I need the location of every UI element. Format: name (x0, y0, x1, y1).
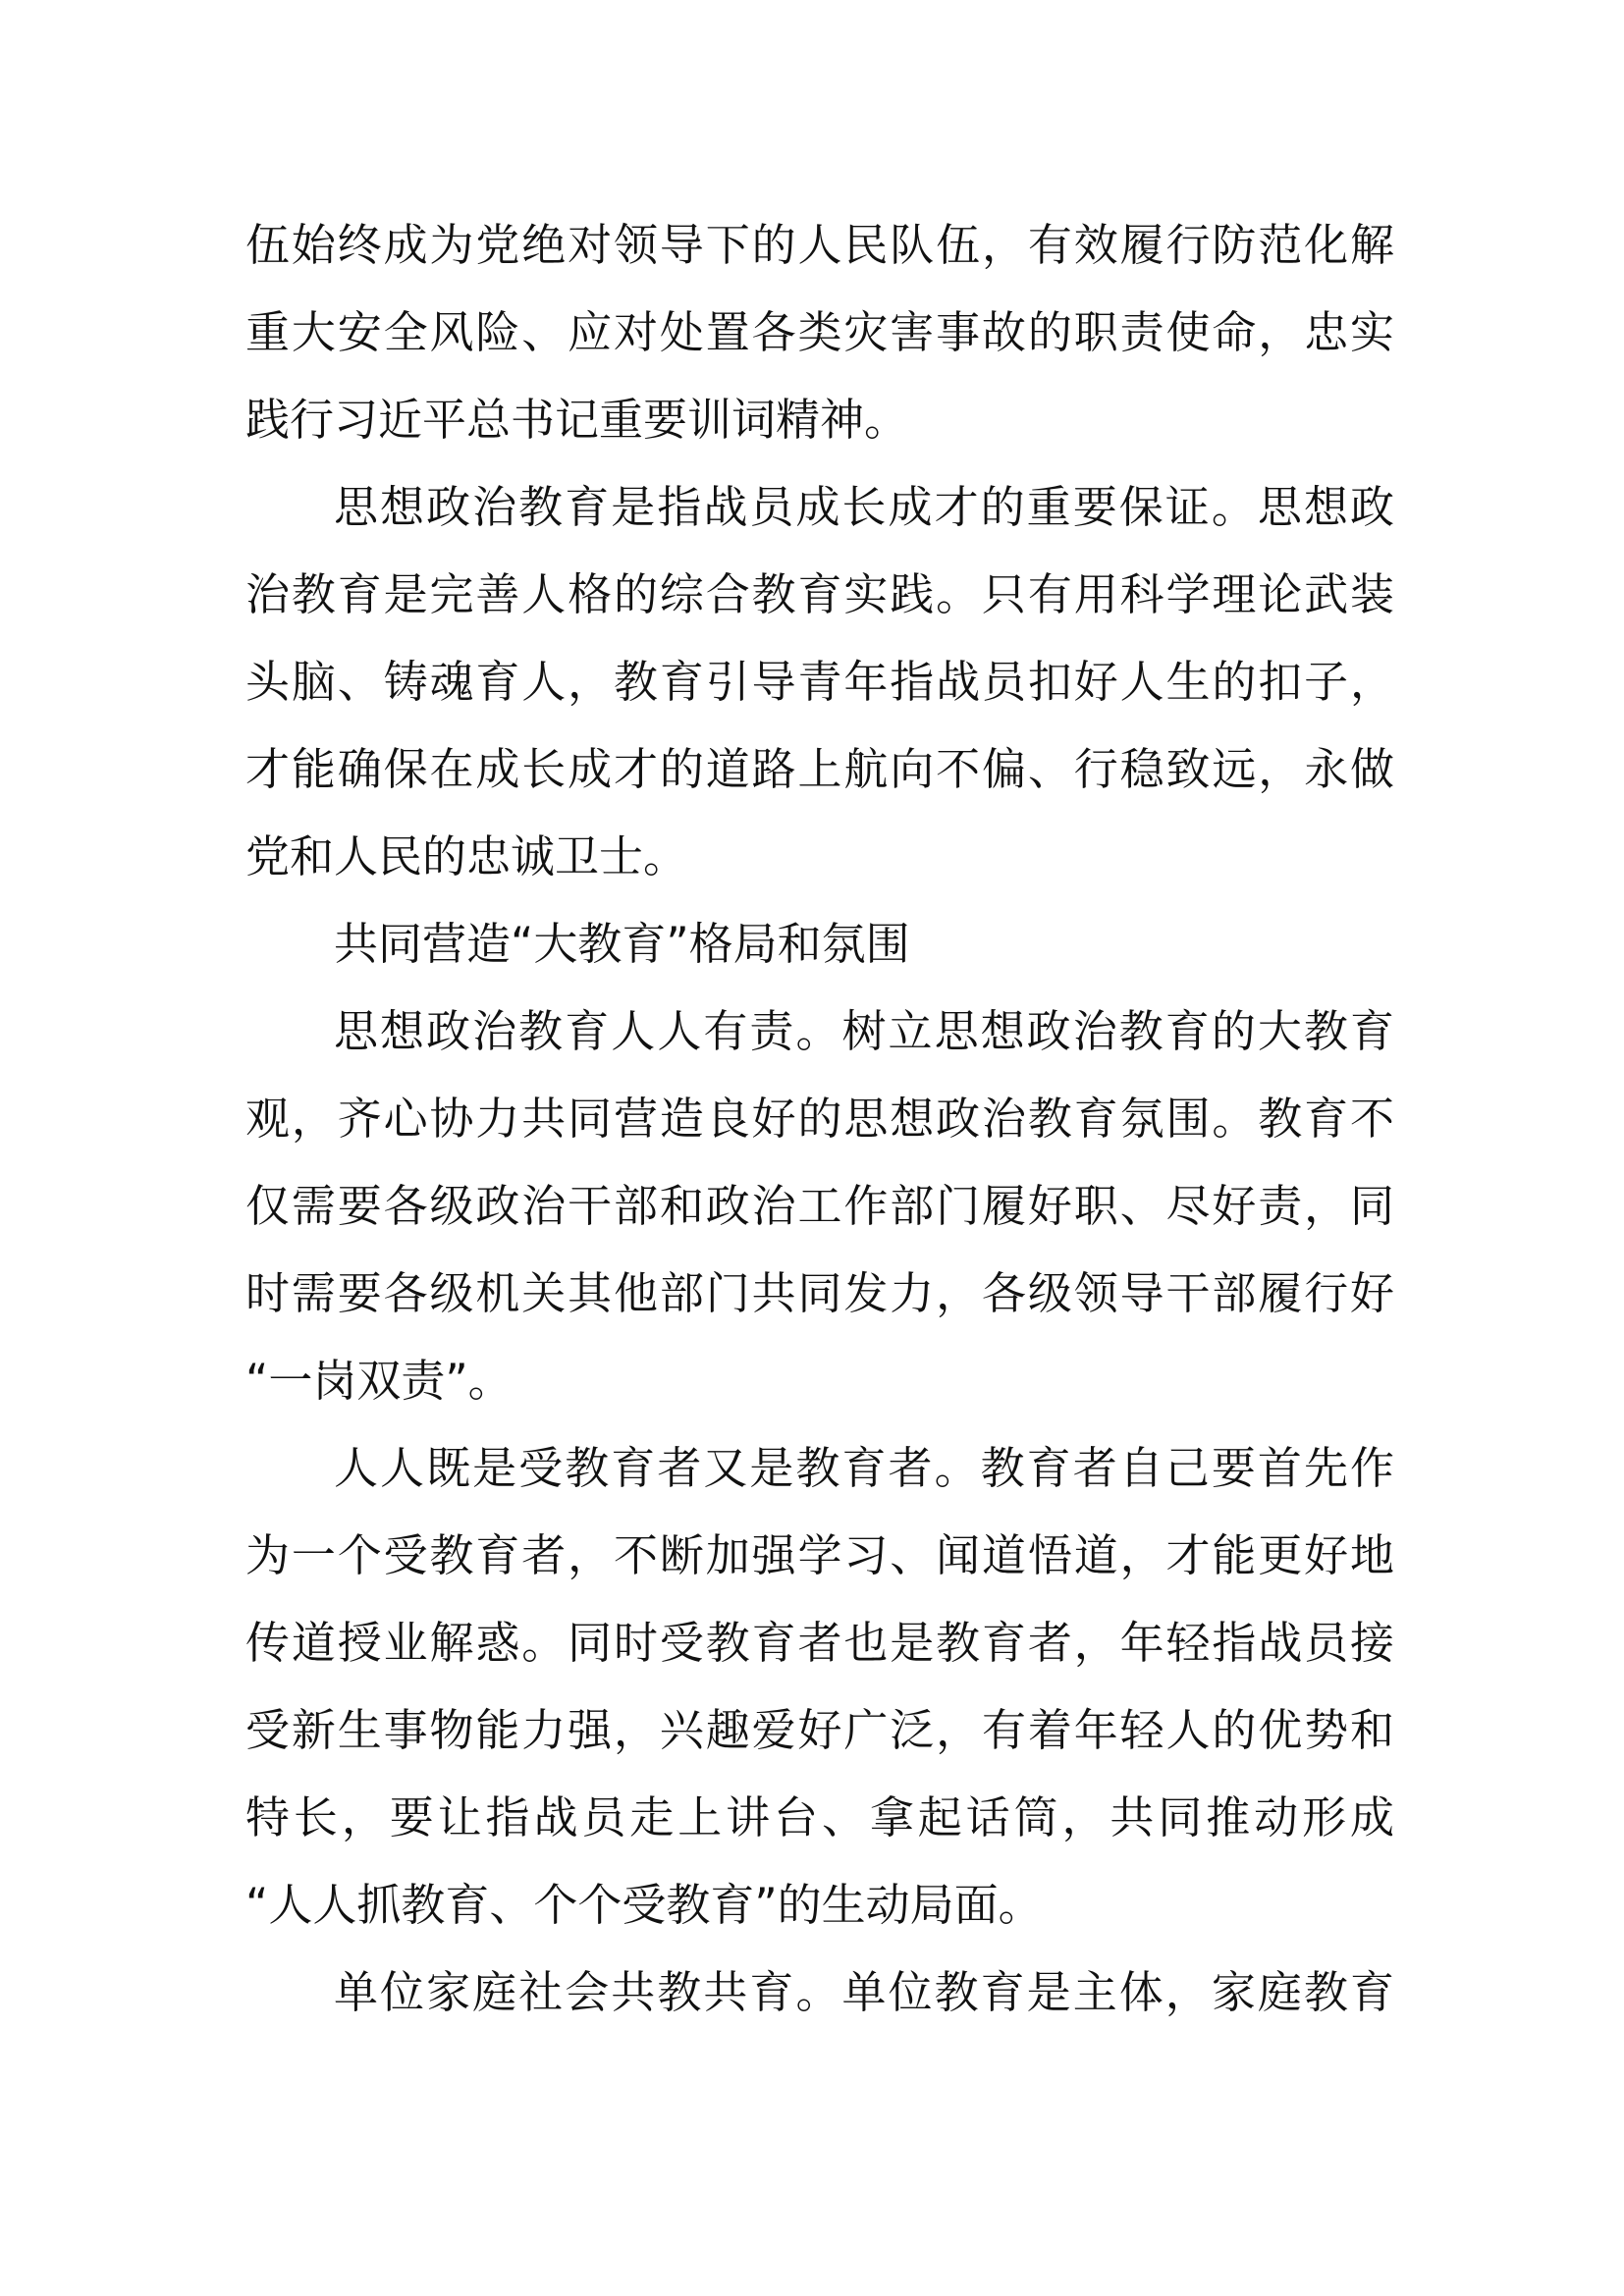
text-line: 为一个受教育者，不断加强学习、闻道悟道，才能更好地 (245, 1529, 1394, 1581)
text-line: 伍始终成为党绝对领导下的人民队伍，有效履行防范化解 (245, 219, 1394, 271)
paragraph-first-line: 思想政治教育人人有责。树立思想政治教育的大教育 (334, 1005, 1394, 1057)
text-line: 党和人民的忠诚卫士。 (245, 830, 688, 882)
text-line: 特长，要让指战员走上讲台、拿起话筒，共同推动形成 (245, 1791, 1394, 1843)
text-line: 传道授业解惑。同时受教育者也是教育者，年轻指战员接 (245, 1617, 1394, 1669)
section-heading: 共同营造“大教育”格局和氛围 (334, 918, 910, 970)
paragraph-first-line: 思想政治教育是指战员成长成才的重要保证。思想政 (334, 481, 1394, 533)
body-text (245, 201, 1394, 2036)
text-line: 头脑、铸魂育人，教育引导青年指战员扣好人生的扣子， (245, 656, 1394, 708)
text-line: 践行习近平总书记重要训词精神。 (245, 394, 909, 446)
text-line: 受新生事物能力强，兴趣爱好广泛，有着年轻人的优势和 (245, 1704, 1394, 1756)
paragraph-first-line: 单位家庭社会共教共育。单位教育是主体，家庭教育 (334, 1966, 1394, 2018)
text-line: 仅需要各级政治干部和政治工作部门履好职、尽好责，同 (245, 1180, 1394, 1232)
paragraph-first-line: 人人既是受教育者又是教育者。教育者自己要首先作 (334, 1442, 1394, 1494)
text-line: “人人抓教育、个个受教育”的生动局面。 (245, 1879, 1043, 1931)
text-line: 才能确保在成长成才的道路上航向不偏、行稳致远，永做 (245, 743, 1394, 795)
text-line: 治教育是完善人格的综合教育实践。只有用科学理论武装 (245, 568, 1394, 620)
text-line: 重大安全风险、应对处置各类灾害事故的职责使命，忠实 (245, 306, 1394, 358)
text-line: 观，齐心协力共同营造良好的思想政治教育氛围。教育不 (245, 1093, 1394, 1145)
text-line: “一岗双责”。 (245, 1355, 513, 1407)
text-line: 时需要各级机关其他部门共同发力，各级领导干部履行好 (245, 1267, 1394, 1319)
